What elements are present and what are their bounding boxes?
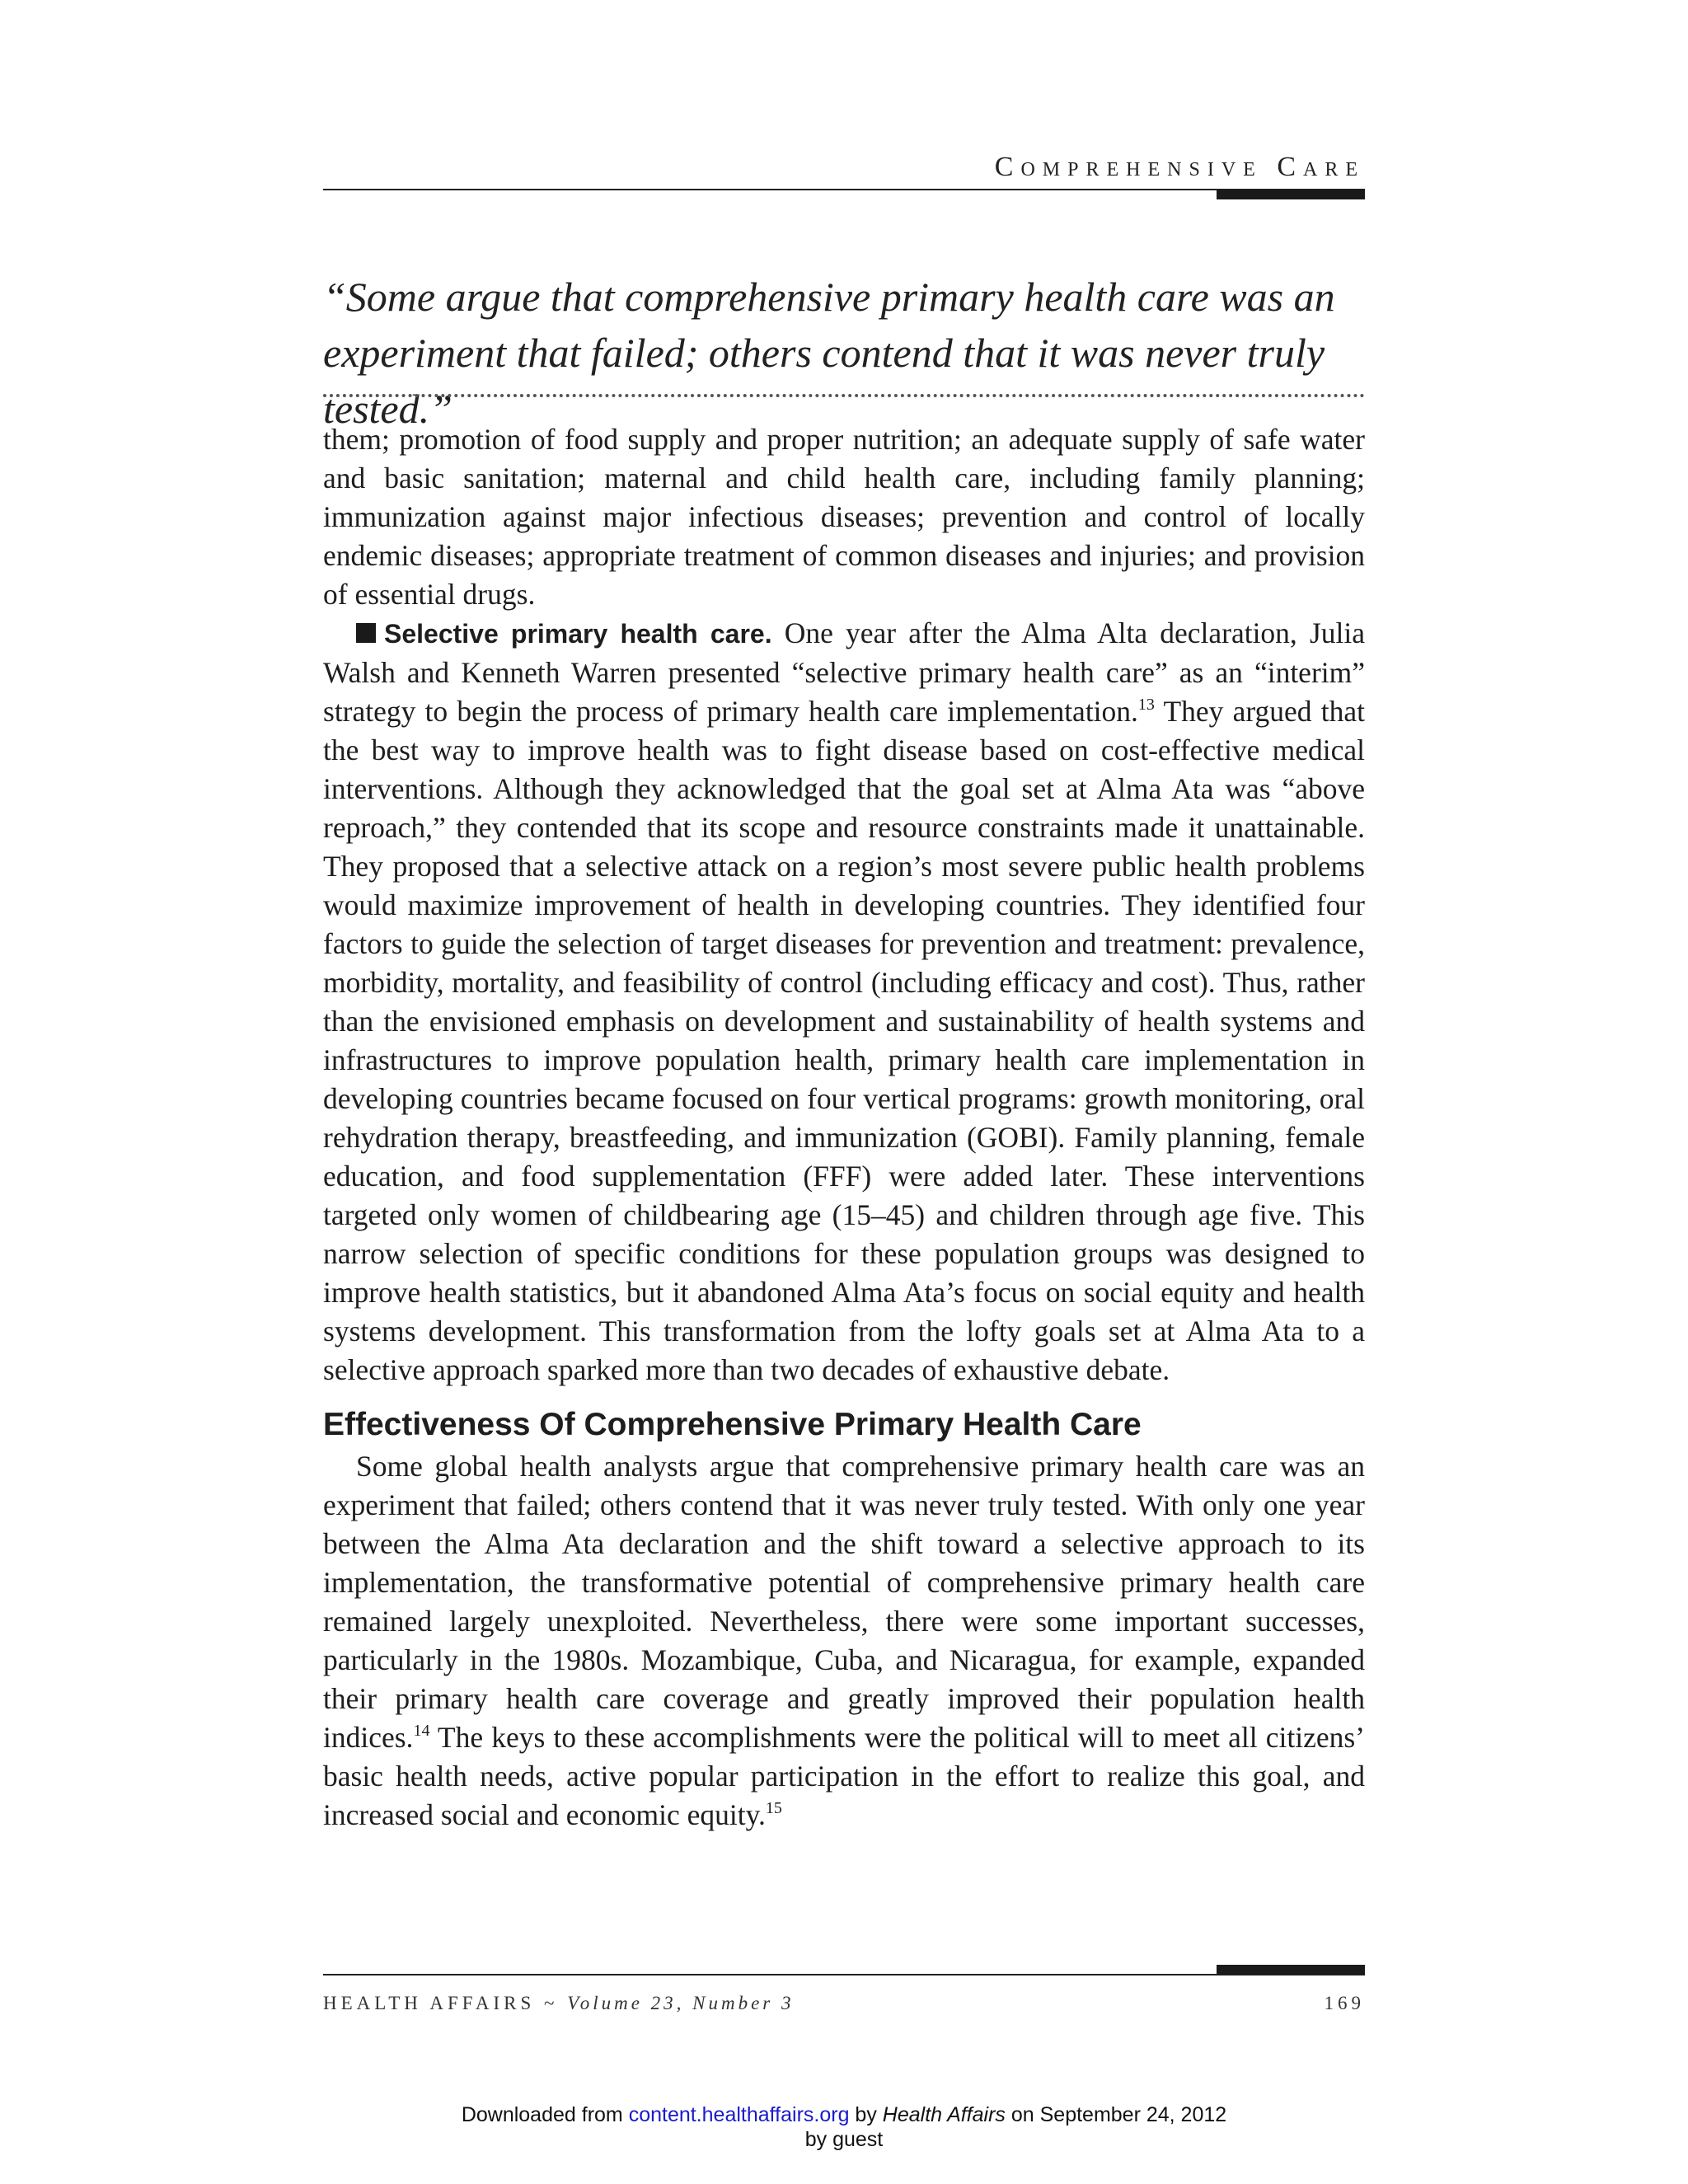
pull-quote: [323, 269, 1365, 437]
pull-quote-line-2: experiment that failed; others contend that it was never truly tested.”: [323, 330, 1325, 432]
section-heading: Effectiveness Of Comprehensive Primary Health Care: [323, 1407, 1142, 1442]
footer-separator: ~: [543, 1993, 559, 2013]
selective-paragraph: [323, 614, 1365, 1390]
reference-15[interactable]: 15: [765, 1799, 782, 1817]
running-head: Comprehensive Care: [994, 152, 1365, 182]
selective-text-a: One year after the Alma Alta declaration, Julia Walsh and Kenneth Warren presented “selective primary health care” as an “interim” strategy to begin the process of primary health care implementation.: [323, 616, 1365, 728]
selective-heading: Selective primary health care.: [384, 619, 772, 649]
download-note-line-2: by guest: [804, 2128, 884, 2151]
download-middle: by: [849, 2103, 883, 2126]
pull-quote-line-1: “Some argue that comprehensive primary health care was an: [323, 274, 1335, 320]
footer-issue: Volume 23, Number 3: [567, 1993, 795, 2013]
article-body: [323, 420, 1365, 1835]
reference-13[interactable]: 13: [1137, 696, 1155, 714]
footer-journal: HEALTH AFFAIRS: [323, 1993, 536, 2013]
pull-quote-divider: [323, 394, 1365, 397]
effectiveness-text-a: Some global health analysts argue that comprehensive primary health care was an experiment that failed; others contend that it was never truly tested. With only one year between the Alma Ata declaration and the shift toward a selective approach to its implementation, the transformative potential of comprehensive primary health care remained largely unexploited. Nevertheless, there were some important successes, particularly in the 1980s. Mozambique, Cuba, and Nicaragua, for example, expanded their primary health care coverage and greatly improved their population health indices.: [323, 1450, 1365, 1754]
page-number: 169: [1324, 1993, 1365, 2013]
selective-text-b: They argued that the best way to improve health was to fight disease based on cost-effective medical interventions. Although they acknowledged that the goal set at Alma Ata was “above reproach,” they contended that its scope and resource constraints made it unattainable. They proposed that a selective attack on a region’s most severe public health problems would maximize improvement of health in developing countries. They identified four factors to guide the selection of target diseases for prevention and treatment: prevalence, morbidity, mortality, and feasibility of control (including efficacy and cost). Thus, rather than the envisioned emphasis on development and sustainability of health systems and infrastructures to improve population health, primary health care implementation in developing countries became focused on four vertical programs: growth monitoring, oral rehydration therapy, breastfeeding, and immunization (GOBI). Family planning, female education, and food supplementation (FFF) were added later. These interventions targeted only women of childbearing age (15–45) and children through age five. This narrow selection of specific conditions for these population groups was designed to improve health statistics, but it abandoned Alma Ata’s focus on social equity and health systems development. This transformation from the lofty goals set at Alma Ata to a selective approach sparked more than two decades of exhaustive debate.: [323, 695, 1365, 1386]
continuation-paragraph: them; promotion of food supply and proper nutrition; an adequate supply of safe water and basic sanitation; maternal and child health care, including family planning; immunization against major infectious diseases; prevention and control of locally endemic diseases; appropriate treatment of common diseases and injuries; and provision of essential drugs.: [323, 423, 1365, 611]
footer-rule-accent: [1217, 1965, 1365, 1975]
effectiveness-text-b: The keys to these accomplishments were the political will to meet all citizens’ basic health needs, active popular participation in the effort to realize this goal, and increased social and economic equity.: [323, 1721, 1365, 1831]
square-bullet-icon: [356, 623, 376, 643]
article-page: [323, 0, 1365, 2184]
header-rule-accent: [1217, 190, 1365, 199]
header-rule: [323, 189, 1365, 190]
reference-14[interactable]: 14: [413, 1722, 430, 1740]
effectiveness-paragraph: [323, 1447, 1365, 1835]
download-note: [0, 2102, 1688, 2152]
download-suffix: on September 24, 2012: [1005, 2103, 1227, 2126]
download-prefix: Downloaded from: [461, 2103, 629, 2126]
download-link[interactable]: content.healthaffairs.org: [628, 2103, 850, 2126]
download-note-line-1: [0, 2102, 1688, 2127]
footer-journal-info: [323, 1993, 795, 2014]
footer-rule: [323, 1974, 1365, 1975]
download-publisher: Health Affairs: [882, 2103, 1006, 2126]
